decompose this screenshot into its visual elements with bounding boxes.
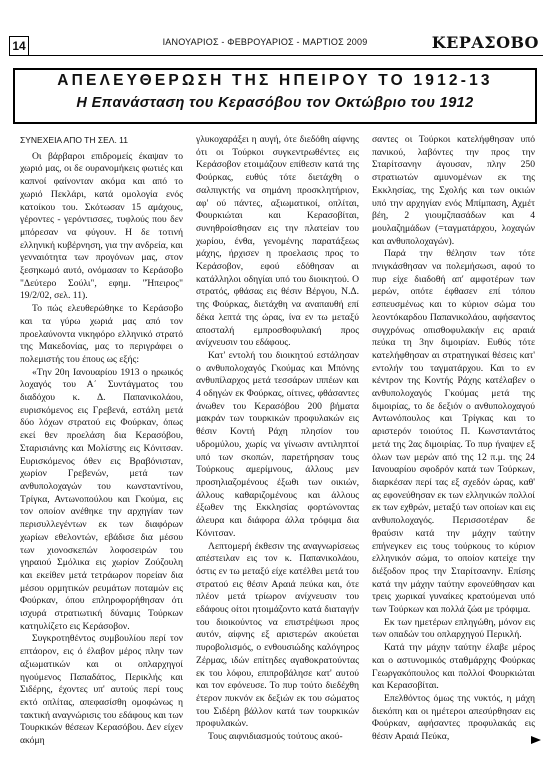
- column-paragraph: Συγκροτηθέντος συμβουλίου περί τον επτάορον, εις ό έλαβον μέρος πλην των αξιωματικών και οι οπλαρχηγοί ηγούμενος Παπαδάτος, Περικλής και Σιδέρης, έχοντες υπ' αυτούς περί τους εκτό οπλίτας, απεφασίσθη ομοφώνως η τακτική αναγνώρισις του εδάφους και των Τουρκικών θέσεων Κερασόβου. Δεν είχεν ακόμη: [20, 633, 183, 747]
- article-title-box: [13, 68, 537, 124]
- column-paragraph: Τους αιφνιδιασμούς τούτους ακού-: [208, 731, 343, 743]
- article-column-2: [196, 134, 359, 754]
- continued-from-note: ΣΥΝΕΧΕΙΑ ΑΠΟ ΤΗ ΣΕΛ. 11: [20, 135, 128, 145]
- column-paragraph: Οι βάρβαροι επιδρομείς έκαψαν το χωριό μας, οι δε ουρανομήκεις φωτιές και καπνοί φαίνονταν ακόμα και από το χωριό Πεκλάρι, κατά ομολογία ενός κατοίκου του. Σκότωσαν 15 αμάχους, γέροντες - γερόντισσες, τυφλούς που δεν μπόρεσαν να φύγουν. Η δε τοτινή ελληνική κυβέρνηση, για την ανδρεία, και γενναιότητα των προγόνων μας, στον ξεσηκωμό αυτό, ονόμασαν το Κεράσοβο "Δεύτερο Σούλι", εφημ. "Ήπειρος" 19/2/02, σελ. 11).: [20, 150, 183, 302]
- article-column-3: [372, 134, 535, 754]
- column-paragraph: σαντες οι Τούρκοι κατελήφθησαν υπό πανικού, λαβόντες την προς την Σταρίτσανην άγουσαν, πλην 250 στρατιωτών αμυνομένων εκ της Εκκλησίας, της Σχολής και των οικιών υπό την αρχηγίαν ενός Μπίμπαση, Αχμέτ βέη, 2 γιουμζπασάδων και 4 μουλαζημάδων (=ταγματάρχου, λοχαγών και ανθυπολοχαγών).: [372, 134, 535, 247]
- continue-arrow-icon: [529, 733, 543, 747]
- article-subtitle: Η Επανάσταση του Κερασόβου τον Οκτώβριο του 1912: [76, 95, 474, 111]
- column-paragraph: «Την 20η Ιανουαρίου 1913 ο ηρωικός λοχαγός του Α΄ Συντάγματος του διαδόχου κ. Δ. Παπανικολάου, ευρισκόμενος εις Γρεβενά, εστάλη μετά δύο λόχων στρατού εις Φούρκαν, όπως εκεί θεν προελάση δια Κερασόβου, Σταρισιάνης και Μολίστης εις Κόνιτσαν. Ευρισκόμενος όθεν εις Βραβόνισταν, χωρίον Γρεβενών, μετά των ανθυπολοχαγών του κωνσταντίνου, Τρίγκα, Αντωνοπούλου και Γκούμα, εις τον οποίον ανέθηκε την αρχηγίαν των περισυλλεγέντων εκ των διαφόρων χωρίων εθελοντών, εβάδισε δια μέσου των χιονοσκεπών λοφοσειρών του γηραιού Σμόλικα εις χωρίον Ζούζουλη και εκείθεν μετά τετράωρον πορείαν δια μέσου ορμητικών ρευμάτων ποταμών εις Φούρκαν, όπου επληροφορήθησαν ότι ισχυρά στρατιωτική δύναμις Τούρκων κατηυλίζετο εις Κεράσοβον.: [20, 366, 183, 632]
- column-paragraph: Παρά την θέλησιν των τότε πνιγκάσθησαν να πολεμήσωσι, αφού το πυρ είχε διαδοθή απ' αμφοτέρων των μερών, οπότε έφθασεν επί τόπου εσπευσμένως και το κύριον σώμα του λεοντόκαρδου Παπανικολάου, αφήσαντος συγχρόνως οπισθοφυλακήν εις αραιά πεύκα τη 3ην διμοιρίαν. Ευθύς τότε κατελήφθησαν αι στρατηγικαί θέσεις κατ' εντολήν του ταγματάρχου. Και το εν κέντρον της Κοντής Ράχης κατέλαβεν ο ανθυπολοχαγός Γκούμας μετά της διμοιρίας, το δε δεξιόν ο ανθυπολοχαγού Αντωνόπουλος και Τρίγκας και το αριστερόν τοιούτος Π. Κωνσταντάτος μετά της 2ας διμοιρίας. Το πυρ ήναψεν εξ όλων των μερών από της 12 π.μ. της 24 Ιανουαρίου σφοδρόν κατά των Τούρκων, διαρκέσαν περί τας εξ σχεδόν ώρας, καθ' ας εφονεύθησαν εκ των ελληνικών πολλοί εκ των εχθρών, μεταξύ των οποίων και εις ανθυπολοχαγός. Περισσοτέραν δε θραύσιν κατά την μάχην ταύτην επήνεγκεν εις τους τούρκους το κύριον ελληνικόν σώμα, το οποίον κατείχε την διέξοδον προς την Σταρίτσανην. Επίσης κατά την μάχην ταύτην εφονεύθησαν και τρεις χωρικαί γυναίκες κρατούμεναι υπό των Τούρκων και πολλά ζώα με τρόφιμα.: [372, 248, 535, 616]
- column-paragraph: Κατ' εντολή του διοικητού εστάλησαν ο ανθυπολοχαγός Γκούμας και Μπόνης ανθυπίλαρχος μετά τεσσάρων ιππέων και 4 οδηγών εκ Φούρκας, οίτινες, φθάσαντες άνωθεν του Κερασόβου 200 βήματα μακράν των τουρκικών προφυλακών εις θέσιν Κοντή Ράχη πλησίον του υδρομύλου, χωρίς να γίνωσιν αντιληπτοί υπό των σκοπών, παρετήρησαν τους Τούρκους αμερίμνους, άλλους μεν προσηλιαζομένους έξωθι των οικιών, άλλους καθαριζομένους και άλλους έξωθεν της Εκκλησίας φορτώνοντας άλευρα και διάφορα άλλα τρόφιμα δια Κόνιτσαν.: [196, 349, 359, 539]
- header-rule: [28, 55, 543, 56]
- column-paragraph: Το πώς ελευθερώθηκε το Κεράσοβο και τα γύρω χωριά μας από τον προελαύνοντα νικηφόρο ελληνικό στρατό της Μακεδονίας, μας το περιγράφει ο πολεμιστής του έπους ως εξής:: [20, 303, 183, 365]
- column-paragraph: Εκ των ημετέρων επληγώθη, μόνον εις των οπαδών του οπλαρχηγού Περικλή.: [372, 616, 535, 641]
- article-title: ΑΠΕΛΕΥΘΕΡΩΣΗ ΤΗΣ ΗΠΕΙΡΟΥ ΤΟ 1912-13: [57, 72, 493, 89]
- publication-name: ΚΕΡΑΣΟΒΟ: [431, 33, 539, 52]
- column-paragraph: Επελθόντος όμως της νυκτός, η μάχη διεκόπη και οι ημέτεροι απεσύρθησαν εις Φούρκαν, αφήσαντες προφυλακάς εις θέσιν Αραιά Πεύκα,: [372, 692, 535, 743]
- column-paragraph: Κατά την μάχην ταύτην έλαβε μέρος και ο αστυνομικός σταθμάρχης Φούρκας Γεωργακόπουλος και πολλοί Φουρκιώται και Κερασοβίται.: [372, 642, 535, 692]
- issue-date: ΙΑΝΟΥΑΡΙΟΣ - ΦΕΒΡΟΥΑΡΙΟΣ - ΜΑΡΤΙΟΣ 2009: [162, 37, 368, 47]
- column-paragraph: Λεπτομερή έκθεσιν της αναγνωρίσεως απέστειλαν εις τον κ. Παπανικολάου, όστις εν τω μεταξύ είχε κατέλθει μετά του στρατού εις θέσιν Αραιά πεύκα και, ότε πλέον μετά τρίωρον ανίχνευσιν του εδάφους οίτοι ητοιμάζοντο κατά διαταγήν του διοικούντος να επιστρέψωσι προς αυτόν, αίφνης εξ αριστερών ακούεται πυροβολισμός, ο ενθουσιώδης καλόγηρος Ζέρμας, ιδών επίτηδες αγαθοκρατούντας εκ του λόφου, επιπροβάλησε κατ' αυτού και τον εφόνευσε. Το πυρ τούτο διεδέχθη έτερον πυκνόν εκ δεξιών εκ του σώματος του Σιδέρη βάλλον κατά των τουρκικών προφυλακών.: [196, 540, 359, 730]
- column-paragraph: γλυκοχαράξει η αυγή, ότε διεδόθη αίφνης ότι οι Τούρκοι συγκεντρωθέντες εις Κεράσοβον ετοιμάζουν επίθεσιν κατά της Φούρκας, ευθύς τότε διετάχθη ο σαλπιγκτής να σημάνη προσκλητήριον, αφ' ού πάντες, αξιωματικοί, οπλίται, Φουρκιώται και Κερασοβίται, συνηθροίσθησαν εις την πλατείαν του χωρίου, ένθα, γενομένης παρατάξεως μάχης, ήρχισεν η προελασις προς το Κεράσοβον, εφού εδόθησαν αι κατάλληλοι οδηγίαι υπό του διοικητού. Ο στρατός, φθάσας εις θέσιν Βέργου, Ν.Δ. της Φούρκας, διετάχθη να αναπαυθή επί δέκα λεπτά της ώρας, ίνα εν τω μεταξύ αποσταλή εμπροσθοφυλακή προς ανίχνευσιν του εδάφους.: [196, 134, 359, 349]
- page-number: 14: [9, 36, 29, 56]
- article-column-1: [20, 134, 183, 754]
